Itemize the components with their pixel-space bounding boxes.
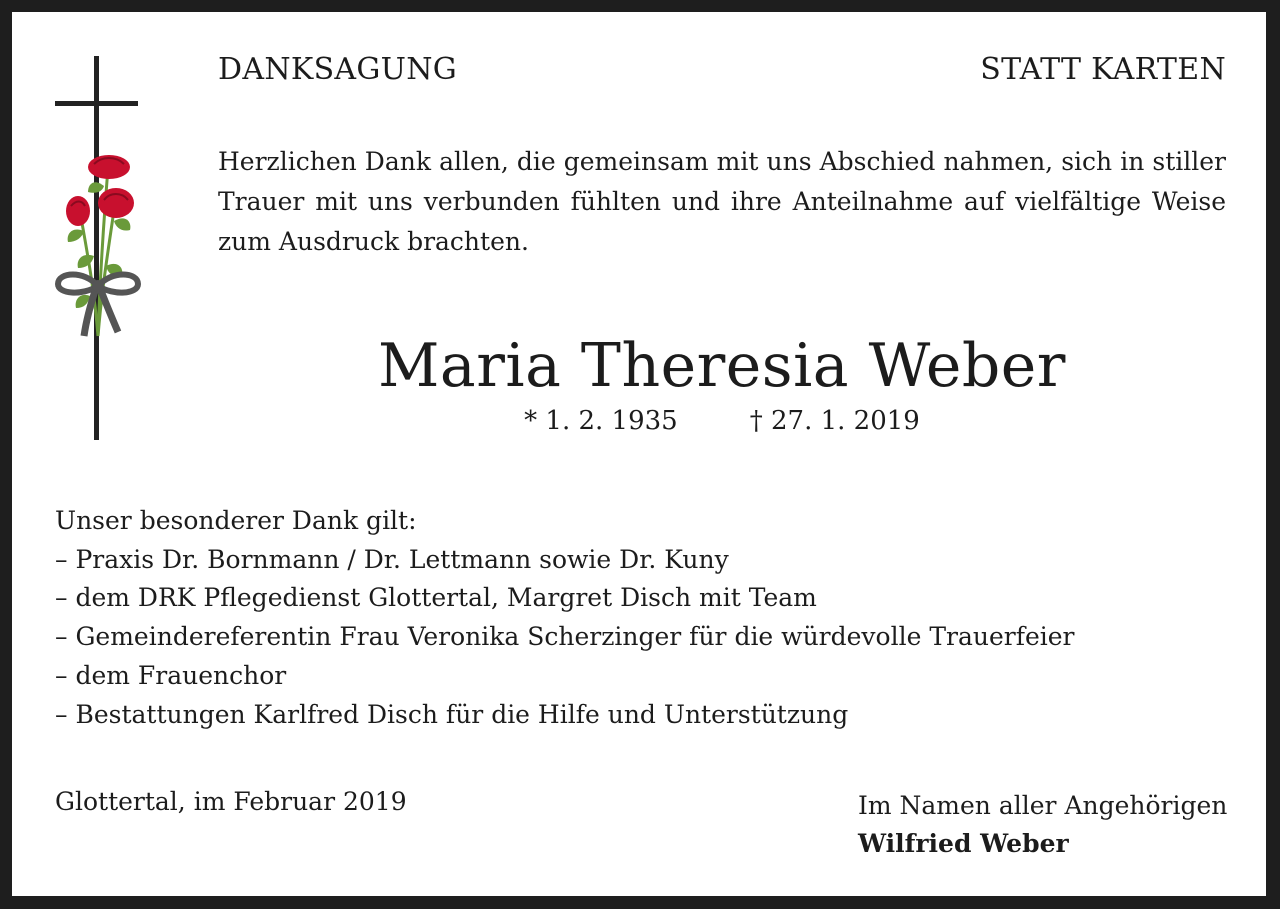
list-item: – Gemeindereferentin Frau Veronika Scherzinger für die würdevolle Trauerfeier xyxy=(55,618,1075,657)
list-item: – dem DRK Pflegedienst Glottertal, Margret Disch mit Team xyxy=(55,579,1075,618)
list-item: – dem Frauenchor xyxy=(55,657,1075,696)
cross-icon xyxy=(55,56,138,440)
place-and-date: Glottertal, im Februar 2019 xyxy=(55,787,407,816)
thanks-heading: Unser besonderer Dank gilt: xyxy=(55,506,417,535)
list-item: – Bestattungen Karlfred Disch für die Hilfe und Unterstützung xyxy=(55,696,1075,735)
cross-with-roses-emblem xyxy=(54,56,144,446)
signature-block xyxy=(858,787,1227,863)
intro-paragraph: Herzlichen Dank allen, die gemeinsam mit uns Abschied nahmen, sich in stiller Trauer mit uns verbunden fühlten und ihre Anteilnahme auf vielfältige Weise zum Ausdruck brachten. xyxy=(218,147,1226,256)
death-date: † 27. 1. 2019 xyxy=(749,406,920,436)
deceased-name: Maria Theresia Weber xyxy=(378,331,1066,401)
life-dates xyxy=(218,406,1226,436)
on-behalf-line: Im Namen aller Angehörigen xyxy=(858,791,1228,820)
list-item: – Praxis Dr. Bornmann / Dr. Lettmann sowie Dr. Kuny xyxy=(55,541,1075,580)
signer-name: Wilfried Weber xyxy=(858,829,1069,858)
heading-danksagung: DANKSAGUNG xyxy=(218,52,458,87)
birth-date: * 1. 2. 1935 xyxy=(524,406,678,436)
thanks-list xyxy=(55,502,1075,734)
heading-statt-karten: STATT KARTEN xyxy=(980,52,1226,87)
obituary-card xyxy=(12,12,1266,896)
rose-bouquet-icon xyxy=(66,155,134,336)
